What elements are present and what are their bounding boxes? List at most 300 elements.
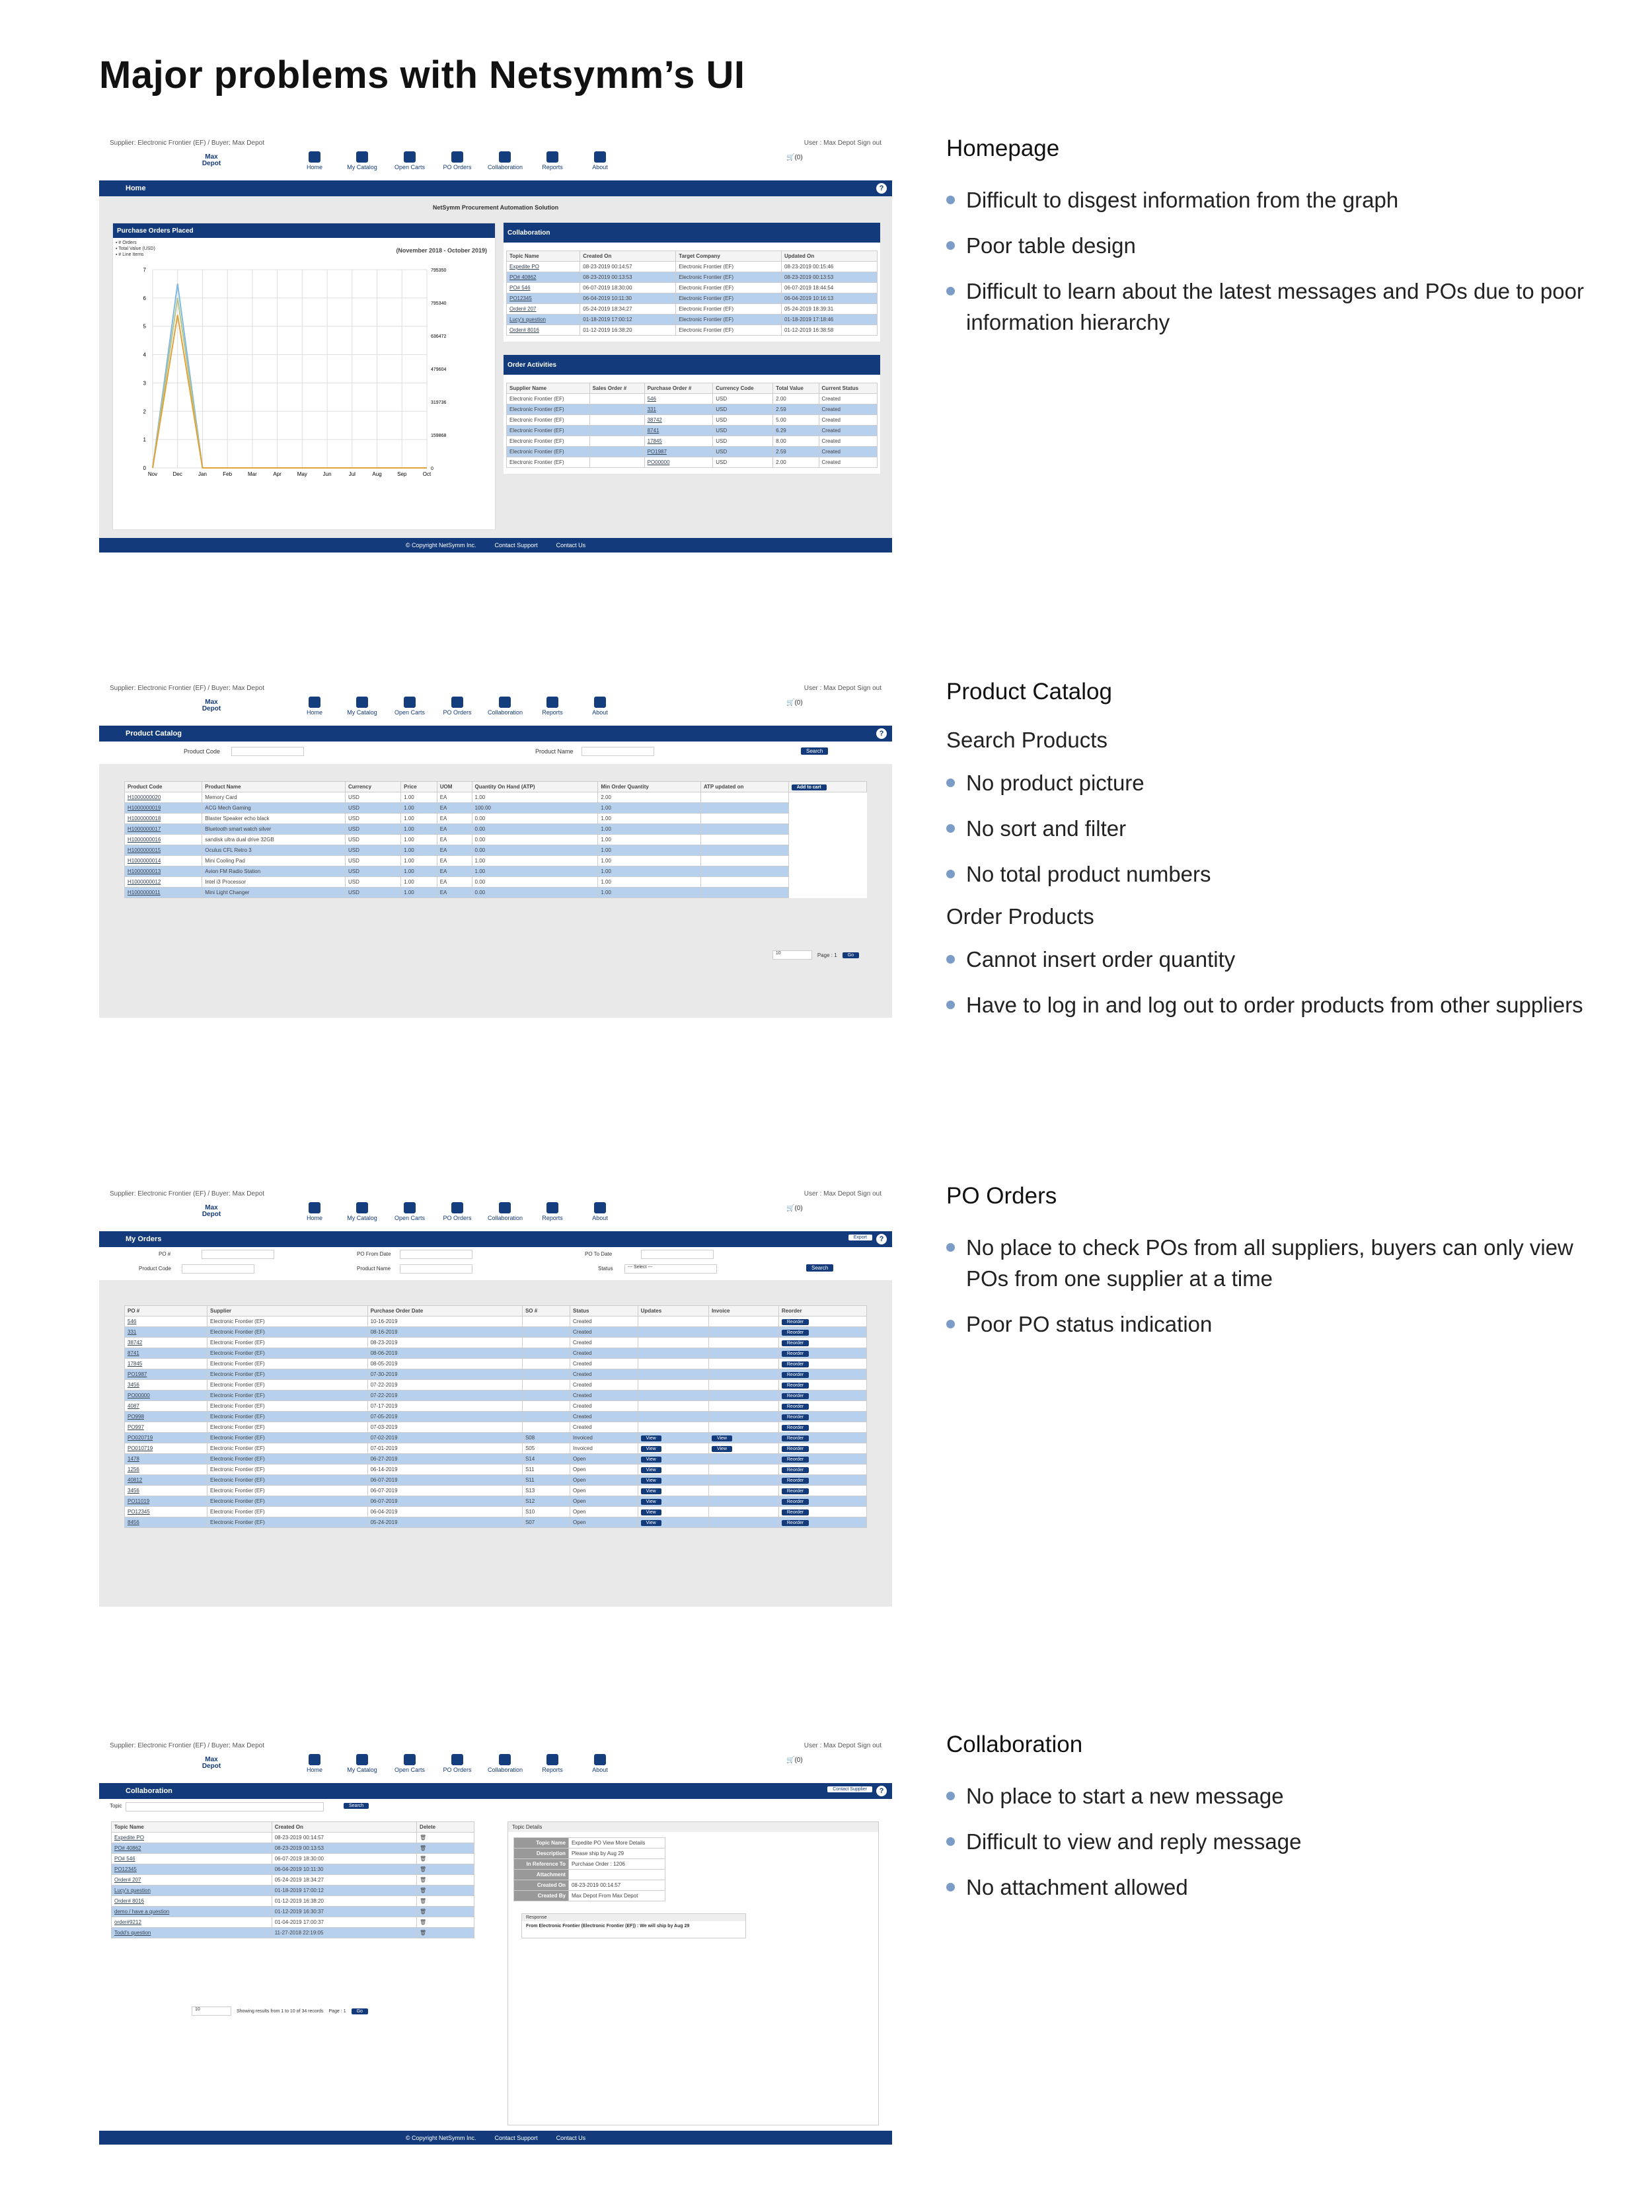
row-link[interactable]: 17845 bbox=[128, 1361, 143, 1367]
table-cell bbox=[112, 1917, 272, 1928]
view-button[interactable]: Reorder bbox=[782, 1361, 809, 1367]
table-cell bbox=[638, 1486, 708, 1496]
nav-icon bbox=[309, 1202, 320, 1213]
table-cell: USD bbox=[713, 426, 773, 436]
home-body bbox=[99, 196, 892, 538]
nav-icon bbox=[499, 1754, 511, 1765]
row-link[interactable]: PO1987 bbox=[647, 449, 667, 455]
table-cell: Memory Card bbox=[202, 792, 346, 803]
table-cell bbox=[708, 1443, 778, 1454]
view-button[interactable]: View bbox=[641, 1435, 661, 1441]
table-cell: 01-18-2019 17:00:12 bbox=[580, 315, 676, 325]
view-button[interactable]: Reorder bbox=[782, 1499, 809, 1505]
table-cell bbox=[522, 1359, 570, 1369]
nav-label: Home bbox=[306, 1767, 322, 1773]
nav-item-home[interactable] bbox=[297, 697, 332, 716]
table-cell bbox=[638, 1517, 708, 1528]
table-cell bbox=[125, 866, 202, 877]
filter-input[interactable] bbox=[400, 1264, 472, 1274]
row-link[interactable]: Order# 8016 bbox=[114, 1898, 144, 1904]
row-link[interactable]: PO1987 bbox=[128, 1371, 147, 1377]
row-link[interactable]: Expedite PO bbox=[509, 264, 539, 270]
table-cell bbox=[125, 1316, 207, 1327]
table-cell: 8.00 bbox=[773, 436, 819, 447]
table-cell: 08-23-2019 00:13:53 bbox=[580, 272, 676, 283]
view-button[interactable]: View bbox=[641, 1467, 661, 1473]
table-row bbox=[112, 1928, 474, 1938]
view-button[interactable]: Reorder bbox=[782, 1330, 809, 1336]
table-cell bbox=[778, 1327, 866, 1338]
header-cell: Reorder bbox=[778, 1306, 866, 1316]
table-cell bbox=[522, 1380, 570, 1391]
view-button[interactable]: Reorder bbox=[782, 1478, 809, 1484]
table-cell: 0.00 bbox=[472, 888, 598, 898]
table-cell: 06-07-2019 bbox=[367, 1475, 522, 1486]
row-link[interactable]: H1000000019 bbox=[128, 805, 161, 811]
cart-count[interactable]: 🛒(0) bbox=[786, 1757, 803, 1764]
header-cell: Supplier Name bbox=[507, 383, 590, 394]
table-row bbox=[112, 1833, 474, 1843]
row-link[interactable]: PO11019 bbox=[128, 1498, 150, 1504]
details-row bbox=[514, 1880, 665, 1891]
row-link[interactable]: Todd's question bbox=[114, 1930, 151, 1936]
nav-label: Collaboration bbox=[488, 164, 523, 171]
table-row bbox=[112, 1843, 474, 1854]
table-cell bbox=[522, 1422, 570, 1433]
table-cell: Open bbox=[570, 1517, 638, 1528]
table-cell: 06-04-2019 bbox=[367, 1507, 522, 1517]
table-row bbox=[507, 304, 878, 315]
table-cell bbox=[638, 1401, 708, 1412]
table-row bbox=[125, 845, 867, 856]
row-link[interactable]: H1000000014 bbox=[128, 858, 161, 864]
row-link[interactable]: PO12345 bbox=[114, 1866, 137, 1872]
cart-count[interactable]: 🛒(0) bbox=[786, 699, 803, 706]
table-cell: 07-30-2019 bbox=[367, 1369, 522, 1380]
table-row bbox=[507, 447, 878, 457]
table-cell: Electronic Frontier (EF) bbox=[207, 1486, 368, 1496]
row-link[interactable]: PO00000 bbox=[647, 459, 670, 465]
row-link[interactable]: PO# 546 bbox=[114, 1856, 135, 1862]
table-cell: Created bbox=[819, 404, 877, 415]
month-tick: Sep bbox=[397, 471, 407, 477]
catalog-body bbox=[99, 764, 892, 1018]
table-cell bbox=[112, 1843, 272, 1854]
table-cell bbox=[700, 803, 788, 814]
issue-item: No attachment allowed bbox=[946, 1872, 1607, 1903]
nav-item-my-catalog[interactable] bbox=[345, 151, 379, 171]
footer-link[interactable]: Contact Support bbox=[494, 2135, 538, 2141]
view-button[interactable]: View bbox=[641, 1520, 661, 1526]
table-cell bbox=[638, 1380, 708, 1391]
cart-count[interactable]: 🛒(0) bbox=[786, 154, 803, 161]
row-link[interactable]: PO997 bbox=[128, 1424, 144, 1430]
table-cell: 🗑 bbox=[417, 1886, 474, 1896]
row-link[interactable]: H1000000011 bbox=[128, 890, 161, 896]
view-button[interactable]: View bbox=[641, 1478, 661, 1484]
table-cell: Created bbox=[819, 426, 877, 436]
table-cell: Electronic Frontier (EF) bbox=[507, 436, 590, 447]
nav-item-collaboration[interactable] bbox=[488, 1202, 522, 1221]
table-cell: Created bbox=[819, 436, 877, 447]
nav-item-po-orders[interactable] bbox=[440, 1754, 474, 1773]
nav-item-open-carts[interactable] bbox=[393, 697, 427, 716]
table-cell bbox=[638, 1316, 708, 1327]
details-val: Max Depot From Max Depot bbox=[568, 1891, 665, 1901]
table-cell: 0.00 bbox=[472, 824, 598, 835]
view-button[interactable]: Reorder bbox=[782, 1520, 809, 1526]
row-link[interactable]: H1000000017 bbox=[128, 826, 161, 832]
view-button[interactable]: Reorder bbox=[782, 1340, 809, 1346]
view-button[interactable]: Reorder bbox=[782, 1509, 809, 1515]
view-button[interactable]: Reorder bbox=[782, 1372, 809, 1378]
table-cell: 1.00 bbox=[598, 888, 700, 898]
nav-icon bbox=[451, 1754, 463, 1765]
right-tick: 479604 bbox=[431, 367, 447, 372]
left-tick: 5 bbox=[143, 323, 146, 330]
view-button[interactable]: View bbox=[712, 1446, 732, 1452]
series-line bbox=[153, 315, 427, 468]
table-cell: Created bbox=[819, 447, 877, 457]
row-link[interactable]: H1000000013 bbox=[128, 868, 161, 874]
status-select[interactable]: --- Select --- bbox=[624, 1264, 717, 1274]
table-cell bbox=[638, 1359, 708, 1369]
table-row bbox=[125, 792, 867, 803]
help-icon[interactable]: ? bbox=[876, 1786, 887, 1796]
row-link[interactable]: PO# 40862 bbox=[114, 1845, 141, 1851]
view-button[interactable]: Reorder bbox=[782, 1488, 809, 1494]
row-link[interactable]: 8456 bbox=[128, 1519, 139, 1525]
row-link[interactable]: H1000000018 bbox=[128, 816, 161, 821]
row-link[interactable]: 40812 bbox=[128, 1477, 143, 1483]
help-icon[interactable]: ? bbox=[876, 728, 887, 739]
view-button[interactable]: View bbox=[712, 1435, 732, 1441]
user-line[interactable]: User : Max Depot Sign out bbox=[804, 139, 882, 147]
table-cell: USD bbox=[713, 394, 773, 404]
nav-icon bbox=[356, 1202, 368, 1213]
filter-input[interactable] bbox=[400, 1250, 472, 1259]
help-icon[interactable]: ? bbox=[876, 1234, 887, 1244]
right-tick: 319736 bbox=[431, 400, 447, 405]
table-cell bbox=[778, 1380, 866, 1391]
issue-item: No product picture bbox=[946, 767, 1607, 798]
table-cell bbox=[638, 1369, 708, 1380]
issue-item: Difficult to learn about the latest messages and POs due to poor information hierarchy bbox=[946, 276, 1607, 338]
table-cell bbox=[708, 1486, 778, 1496]
series-line bbox=[153, 284, 427, 468]
nav-item-open-carts[interactable] bbox=[393, 1754, 427, 1773]
table-cell: 1.00 bbox=[598, 877, 700, 888]
row-link[interactable]: order#9212 bbox=[114, 1919, 141, 1925]
view-button[interactable]: View bbox=[641, 1457, 661, 1463]
header-cell: Topic Name bbox=[507, 251, 580, 262]
table-cell bbox=[112, 1875, 272, 1886]
row-link[interactable]: 546 bbox=[647, 396, 656, 402]
row-link[interactable]: 8741 bbox=[647, 428, 659, 434]
row-link[interactable]: demo / have a question bbox=[114, 1909, 170, 1915]
table-header bbox=[125, 1306, 867, 1316]
app-nav bbox=[99, 695, 892, 726]
row-link[interactable]: 38742 bbox=[128, 1340, 143, 1346]
details-row bbox=[514, 1849, 665, 1859]
go-button[interactable]: Go bbox=[352, 2008, 368, 2014]
nav-item-about[interactable] bbox=[583, 1202, 617, 1221]
search-button[interactable]: Search bbox=[801, 747, 828, 755]
row-link[interactable]: 1256 bbox=[128, 1467, 139, 1472]
table-cell: USD bbox=[713, 457, 773, 468]
table-row bbox=[125, 1443, 867, 1454]
add-to-cart-button[interactable]: Add to cart bbox=[792, 784, 827, 790]
row-link[interactable]: 8741 bbox=[128, 1350, 139, 1356]
nav-item-reports[interactable] bbox=[535, 1202, 570, 1221]
table-row bbox=[125, 803, 867, 814]
view-button[interactable]: Reorder bbox=[782, 1351, 809, 1357]
row-link[interactable]: H1000000016 bbox=[128, 837, 161, 843]
table-cell: S05 bbox=[522, 1443, 570, 1454]
table-cell: 06-27-2019 bbox=[367, 1454, 522, 1465]
table-cell: Mini Cooling Pad bbox=[202, 856, 346, 866]
details-title: Topic Details bbox=[508, 1822, 878, 1832]
search-button[interactable]: Search bbox=[344, 1803, 369, 1809]
month-tick: Aug bbox=[372, 471, 382, 477]
table-cell bbox=[638, 1507, 708, 1517]
view-button[interactable]: Reorder bbox=[782, 1414, 809, 1420]
table-cell: 1.00 bbox=[401, 856, 437, 866]
nav-item-collaboration[interactable] bbox=[488, 1754, 522, 1773]
table-cell: Open bbox=[570, 1454, 638, 1465]
nav-item-reports[interactable] bbox=[535, 697, 570, 716]
table-row bbox=[125, 1465, 867, 1475]
issue-item: Have to log in and log out to order products from other suppliers bbox=[946, 989, 1607, 1020]
nav-item-collaboration[interactable] bbox=[488, 151, 522, 171]
filter-input[interactable] bbox=[202, 1250, 274, 1259]
table-cell bbox=[522, 1327, 570, 1338]
footer-link[interactable]: Contact Us bbox=[556, 2135, 586, 2141]
view-button[interactable]: View bbox=[641, 1509, 661, 1515]
table-cell: Electronic Frontier (EF) bbox=[207, 1507, 368, 1517]
view-button[interactable]: Reorder bbox=[782, 1435, 809, 1441]
nav-icon bbox=[404, 1202, 416, 1213]
row-link[interactable]: 3456 bbox=[128, 1382, 139, 1388]
view-button[interactable]: Reorder bbox=[782, 1425, 809, 1431]
name-input[interactable] bbox=[582, 747, 654, 756]
view-button[interactable]: View bbox=[641, 1446, 661, 1452]
table-cell: USD bbox=[345, 835, 400, 845]
row-link[interactable]: 331 bbox=[128, 1329, 137, 1335]
search-button[interactable]: Search bbox=[806, 1264, 833, 1272]
data-table bbox=[506, 250, 878, 336]
left-tick: 1 bbox=[143, 437, 146, 443]
footer-link[interactable]: Contact Support bbox=[494, 542, 538, 549]
row-link[interactable]: H1000000020 bbox=[128, 794, 161, 800]
table-cell bbox=[112, 1854, 272, 1864]
bar-button[interactable]: Export bbox=[848, 1235, 872, 1240]
table-cell: 07-22-2019 bbox=[367, 1391, 522, 1401]
table-cell: Invoiced bbox=[570, 1433, 638, 1443]
nav-icon bbox=[546, 697, 558, 708]
view-button[interactable]: Reorder bbox=[782, 1457, 809, 1463]
row-link[interactable]: Expedite PO bbox=[114, 1835, 144, 1841]
view-button[interactable]: Reorder bbox=[782, 1404, 809, 1410]
row-link[interactable]: Lucy's question bbox=[114, 1888, 151, 1893]
header-cell: Created On bbox=[580, 251, 676, 262]
row-link[interactable]: 546 bbox=[128, 1318, 137, 1324]
view-button[interactable]: Reorder bbox=[782, 1467, 809, 1473]
filter-input[interactable] bbox=[641, 1250, 714, 1259]
table-cell bbox=[507, 325, 580, 336]
table-cell bbox=[700, 845, 788, 856]
view-button[interactable]: Reorder bbox=[782, 1383, 809, 1389]
header-cell: Target Company bbox=[676, 251, 782, 262]
per-page-select[interactable]: 10 bbox=[772, 950, 812, 960]
table-cell bbox=[507, 272, 580, 283]
table-cell: 1.00 bbox=[598, 835, 700, 845]
topic-input[interactable] bbox=[126, 1802, 324, 1812]
filter-input[interactable] bbox=[182, 1264, 254, 1274]
table-cell: 🗑 bbox=[417, 1833, 474, 1843]
nav-item-about[interactable] bbox=[583, 697, 617, 716]
table-cell bbox=[708, 1433, 778, 1443]
table-cell bbox=[112, 1928, 272, 1938]
nav-label: Reports bbox=[542, 1767, 563, 1773]
row-link[interactable]: Lucy's question bbox=[509, 317, 546, 323]
row-link[interactable]: 38742 bbox=[647, 417, 662, 423]
supplier-line: Supplier: Electronic Frontier (EF) / Buyer: Max Depot bbox=[110, 1190, 264, 1198]
row-link[interactable]: 331 bbox=[647, 406, 656, 412]
po-body bbox=[99, 1280, 892, 1607]
user-line[interactable]: User : Max Depot Sign out bbox=[804, 684, 882, 692]
month-tick: Apr bbox=[273, 471, 282, 477]
right-tick: 0 bbox=[431, 467, 433, 471]
table-cell bbox=[644, 394, 713, 404]
row-link[interactable]: PO12345 bbox=[509, 295, 532, 301]
user-line[interactable]: User : Max Depot Sign out bbox=[804, 1741, 882, 1749]
row-link[interactable]: H1000000012 bbox=[128, 879, 161, 885]
view-button[interactable]: Reorder bbox=[782, 1393, 809, 1399]
nav-item-collaboration[interactable] bbox=[488, 697, 522, 716]
nav-item-open-carts[interactable] bbox=[393, 1202, 427, 1221]
issue-list bbox=[946, 767, 1607, 890]
nav-item-po-orders[interactable] bbox=[440, 1202, 474, 1221]
table-cell: Electronic Frontier (EF) bbox=[507, 426, 590, 436]
nav-item-home[interactable] bbox=[297, 1202, 332, 1221]
row-link[interactable]: Order# 8016 bbox=[509, 327, 539, 333]
table-cell: S12 bbox=[522, 1496, 570, 1507]
nav-items bbox=[297, 151, 617, 171]
table-cell bbox=[700, 835, 788, 845]
table-cell: 1.00 bbox=[598, 824, 700, 835]
row-link[interactable]: PO# 546 bbox=[509, 285, 531, 291]
nav-item-my-catalog[interactable] bbox=[345, 1754, 379, 1773]
row-link[interactable]: PO010719 bbox=[128, 1445, 153, 1451]
table-cell: Electronic Frontier (EF) bbox=[207, 1475, 368, 1486]
row-link[interactable]: PO020719 bbox=[128, 1435, 153, 1441]
row-link[interactable]: PO12345 bbox=[128, 1509, 150, 1515]
nav-item-reports[interactable] bbox=[535, 151, 570, 171]
row-link[interactable]: PO00000 bbox=[128, 1392, 150, 1398]
homepage-screenshot bbox=[99, 135, 892, 568]
table-cell bbox=[125, 1412, 207, 1422]
cart-count[interactable]: 🛒(0) bbox=[786, 1205, 803, 1212]
table-cell bbox=[125, 1369, 207, 1380]
nav-item-about[interactable] bbox=[583, 151, 617, 171]
row-link[interactable]: Order# 207 bbox=[114, 1877, 141, 1883]
help-icon[interactable]: ? bbox=[876, 183, 887, 194]
user-line[interactable]: User : Max Depot Sign out bbox=[804, 1190, 882, 1198]
nav-item-my-catalog[interactable] bbox=[345, 1202, 379, 1221]
table-row bbox=[507, 426, 878, 436]
nav-item-po-orders[interactable] bbox=[440, 151, 474, 171]
row-link[interactable]: H1000000015 bbox=[128, 847, 161, 853]
footer-link[interactable]: © Copyright NetSymm Inc. bbox=[405, 542, 476, 549]
table-row bbox=[125, 824, 867, 835]
row-link[interactable]: Order# 207 bbox=[509, 306, 537, 312]
table-cell: 🗑 bbox=[417, 1928, 474, 1938]
table-cell: Intel i3 Processor bbox=[202, 877, 346, 888]
details-val: Expedite PO View More Details bbox=[568, 1838, 665, 1849]
table-cell bbox=[125, 1475, 207, 1486]
table-cell: sandisk ultra dual drive 32GB bbox=[202, 835, 346, 845]
table-cell bbox=[638, 1475, 708, 1486]
nav-item-my-catalog[interactable] bbox=[345, 697, 379, 716]
footer-link[interactable]: Contact Us bbox=[556, 542, 586, 549]
section-title: PO Orders bbox=[946, 1183, 1057, 1209]
bar-button[interactable]: Contact Supplier bbox=[827, 1786, 872, 1792]
row-link[interactable]: PO# 40862 bbox=[509, 274, 537, 280]
table-cell: USD bbox=[345, 866, 400, 877]
table-cell: 5.00 bbox=[773, 415, 819, 426]
table-row bbox=[125, 1369, 867, 1380]
row-link[interactable]: 4087 bbox=[128, 1403, 139, 1409]
issue-item: No total product numbers bbox=[946, 858, 1607, 890]
table-cell bbox=[125, 803, 202, 814]
row-link[interactable]: 17845 bbox=[647, 438, 662, 444]
row-link[interactable]: 1478 bbox=[128, 1456, 139, 1462]
footer-link[interactable]: © Copyright NetSymm Inc. bbox=[405, 2135, 476, 2141]
app-footer bbox=[99, 538, 892, 553]
table-cell bbox=[778, 1348, 866, 1359]
header-cell: ATP updated on bbox=[700, 782, 788, 792]
view-button[interactable]: View bbox=[641, 1488, 661, 1494]
view-button[interactable]: Reorder bbox=[782, 1319, 809, 1325]
view-button[interactable]: Reorder bbox=[782, 1446, 809, 1452]
table-row bbox=[112, 1864, 474, 1875]
table-cell: EA bbox=[437, 803, 472, 814]
row-link[interactable]: PO998 bbox=[128, 1414, 144, 1420]
row-link[interactable]: 3456 bbox=[128, 1488, 139, 1494]
nav-item-home[interactable] bbox=[297, 151, 332, 171]
nav-item-reports[interactable] bbox=[535, 1754, 570, 1773]
table-cell bbox=[700, 814, 788, 824]
go-button[interactable]: Go bbox=[843, 952, 859, 958]
table-cell: 08-23-2019 00:13:53 bbox=[781, 272, 877, 283]
per-page-select[interactable]: 10 bbox=[192, 2006, 231, 2016]
nav-item-home[interactable] bbox=[297, 1754, 332, 1773]
nav-item-open-carts[interactable] bbox=[393, 151, 427, 171]
catalog-filter bbox=[99, 742, 892, 764]
left-tick: 6 bbox=[143, 295, 146, 301]
table-cell bbox=[522, 1338, 570, 1348]
code-input[interactable] bbox=[231, 747, 304, 756]
chart-range: (November 2018 - October 2019) bbox=[396, 247, 487, 254]
nav-item-po-orders[interactable] bbox=[440, 697, 474, 716]
table-cell: 🗑 bbox=[417, 1875, 474, 1886]
table-cell: 05-24-2019 18:39:31 bbox=[781, 304, 877, 315]
table-cell bbox=[638, 1327, 708, 1338]
view-button[interactable]: View bbox=[641, 1499, 661, 1505]
nav-item-about[interactable] bbox=[583, 1754, 617, 1773]
details-table bbox=[513, 1837, 665, 1901]
